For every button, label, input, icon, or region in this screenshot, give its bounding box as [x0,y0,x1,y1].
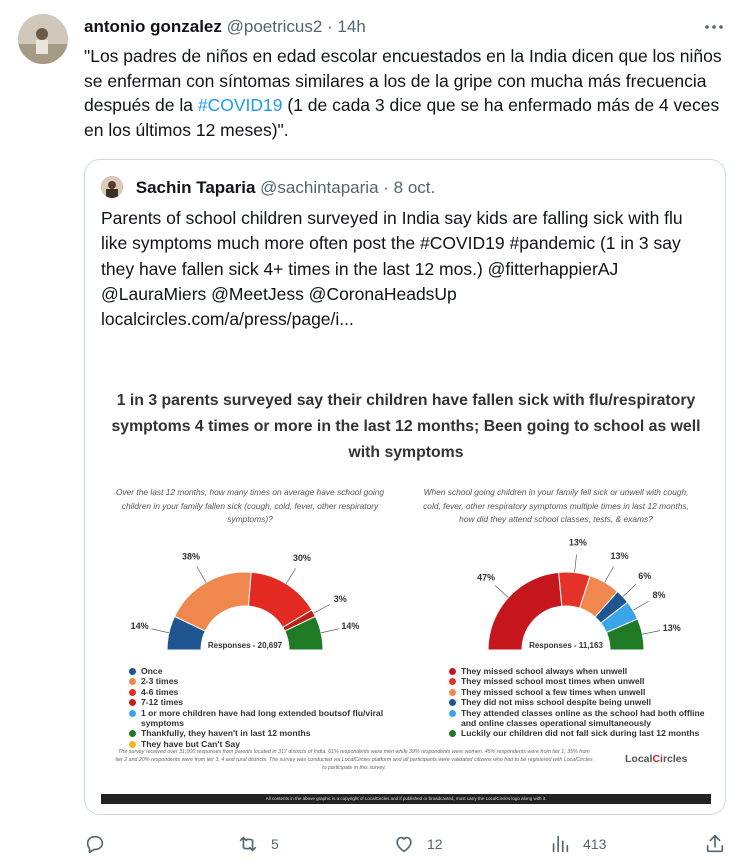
chart2-legend-item-0 [449,666,719,676]
chart2-legend-label-2: They missed school a few times when unwell [461,686,646,697]
chart1-leader-0 [151,629,169,633]
quoted-tweet-header [101,176,435,199]
more-options-icon[interactable] [702,16,726,38]
author-name[interactable]: antonio gonzalez [84,17,222,36]
chart1-legend-swatch-2 [129,689,136,696]
tweet-actions [0,828,746,860]
survey-footnote: The survey received over 31,000 responses from parents located in 317 districts of India. 61% respondents were men while 39% respondents were women. 45% respondents were from tier 1, 35% from tier 2 and 20% respondents were from tier 3, 4 and rural districts. The survey was conducted via LocalCircles platform and all participants were validated citizens who had to be registered with LocalCircles to participate in this survey. [115,749,593,771]
chart2-leader-1 [575,555,577,573]
reply-icon [84,833,106,855]
chart1-leader-3 [314,605,330,614]
quoted-author-name[interactable]: Sachin Taparia [135,178,256,197]
tweet-text [84,44,724,142]
chart1-legend-label-6: They have but Can't Say [141,738,240,749]
chart2-legend-item-3 [449,697,719,707]
chart2-question: When school going children in your family fell sick or unwell with cough, cold, fever, other respiratory symptoms multiple times in last 12 months, how did they attend school classes, tests, & exams? [423,487,689,524]
author-avatar[interactable] [18,14,68,64]
chart1-legend-label-5: Thankfully, they haven't in last 12 months [141,728,311,739]
chart2-legend-swatch-5 [449,730,456,737]
chart1-legend-item-5 [129,728,399,738]
chart2-donut [406,538,726,668]
share-icon [704,833,726,855]
retweet-button[interactable] [237,828,279,860]
author-handle-time[interactable]: @poetricus2 · 14h [226,17,366,36]
chart2-legend-label-1: They missed school most times when unwell [461,676,645,687]
chart1-responses-label: Responses - 20,697 [207,641,283,650]
chart1-legend-swatch-5 [129,730,136,737]
quoted-tweet-text: Parents of school children surveyed in India say kids are falling sick with flu like symptoms much more often post the #COVID19 #pandemic (1 in 3 say they have fallen sick 4+ times in the last 12 mos.) @fitterhappierAJ @LauraMiers @MeetJess @CoronaHeadsUp localcircles.com/a/press/page/i... [101,208,683,330]
chart1-legend-item-0 [129,666,399,676]
like-button[interactable] [393,828,443,860]
chart2-data-label-4: 8% [652,590,666,601]
chart2-leader-0 [495,585,508,597]
chart2-legend-swatch-2 [449,689,456,696]
chart2-legend-swatch-4 [449,710,456,717]
chart2-legend-label-3: They did not miss school despite being unwell [461,697,652,708]
chart1-legend-swatch-1 [129,678,136,685]
chart2-legend-item-5 [449,728,719,738]
share-button[interactable] [704,828,726,860]
chart2-leader-4 [633,601,648,610]
chart1-data-label-2: 30% [292,553,311,564]
logo-part: Local [625,753,653,765]
chart1-legend-item-3 [129,697,399,707]
chart2-legend-swatch-0 [449,668,456,675]
chart2-data-label-5: 13% [662,623,681,634]
like-count: 12 [427,836,443,852]
chart1-donut [85,538,406,668]
heart-icon [393,833,415,855]
views-chart-icon [549,833,571,855]
tweet-header [84,16,366,38]
chart1-legend-label-1: 2-3 times [141,676,179,687]
chart2-leader-3 [623,584,636,596]
chart1-legend-item-2 [129,687,399,697]
chart2-data-label-3: 6% [638,571,652,582]
hashtag-link[interactable]: #COVID19 [197,95,283,115]
chart1-legend-label-2: 4-6 times [141,686,179,697]
chart2-legend-label-5: Luckily our children did not fall sick during last 12 months [461,728,700,739]
localcircles-logo [625,753,687,765]
logo-part: C [652,753,661,765]
chart1-data-label-0: 14% [130,621,149,632]
chart1-legend-item-1 [129,676,399,686]
chart1-leader-1 [197,567,206,583]
reply-button[interactable] [84,828,118,860]
copyright-bar: All contents in the above graphic is a copyright of LocalCircles and if published or broadcasted, must carry the LocalCircles logo along with it. [101,794,711,804]
chart2-leader-5 [642,631,660,635]
chart1-legend-label-4: 1 or more children have had long extended boutsof flu/viral symptoms [141,707,384,729]
chart1-legend-swatch-4 [129,710,136,717]
chart2-legend-label-0: They missed school always when unwell [461,666,628,676]
chart2-data-label-1: 13% [568,538,587,548]
tweet-text-part: (1 de cada 3 dice que se ha enfermado más de 4 veces en los últimos 12 meses)". [84,95,720,140]
view-count: 413 [583,836,607,852]
chart2-data-label-2: 13% [610,551,629,562]
chart2-legend-item-4 [449,708,719,729]
chart2-legend [449,666,719,739]
chart2-legend-swatch-1 [449,678,456,685]
quoted-tweet[interactable] [84,159,726,815]
chart1-data-label-3: 3% [333,593,347,604]
chart1-legend-label-3: 7-12 times [141,697,184,708]
chart2-leader-2 [605,567,614,583]
chart2-legend-item-2 [449,687,719,697]
retweet-icon [237,833,259,855]
chart1-slice-1 [175,572,252,631]
tweet-text-part: "Los padres de niños en edad escolar encuestados en la India dicen que los niños se enferman con síntomas similares a los de la gripe con mucha más frecuencia después de la [84,46,722,115]
chart1-data-label-5: 14% [341,621,360,632]
chart1-legend-label-0: Once [141,666,163,676]
chart1-leader-2 [286,568,295,583]
chart2-legend-item-1 [449,676,719,686]
chart1-legend-swatch-0 [129,668,136,675]
views-button[interactable] [549,828,606,860]
chart1-data-label-1: 38% [181,551,201,562]
chart2-data-label-0: 47% [477,572,496,583]
chart1-question: Over the last 12 months, how many times on average have school going children in your family fallen sick (cough, cold, fever, other respiratory symptoms)? [115,487,385,524]
chart2-slice-0 [488,572,562,650]
chart1-legend [129,666,399,749]
chart1-legend-swatch-3 [129,699,136,706]
chart1-legend-swatch-6 [129,741,136,748]
chart2-legend-label-4: They attended classes online as the school had both offline and online classes operational simultaneously [461,707,705,729]
chart2-legend-swatch-3 [449,699,456,706]
retweet-count: 5 [271,836,279,852]
chart1-legend-item-4 [129,708,399,729]
quoted-author-avatar[interactable] [101,176,123,198]
infographic-image[interactable] [85,348,726,815]
infographic-title: 1 in 3 parents surveyed say their children have fallen sick with flu/respiratory symptoms 4 times or more in the last 12 months; Been going to school as well with symptoms [111,392,701,461]
logo-part: ircles [660,753,688,765]
chart1-leader-5 [321,629,339,633]
quoted-author-handle-time[interactable]: @sachintaparia · 8 oct. [260,178,436,197]
chart2-responses-label: Responses - 11,163 [529,641,603,650]
